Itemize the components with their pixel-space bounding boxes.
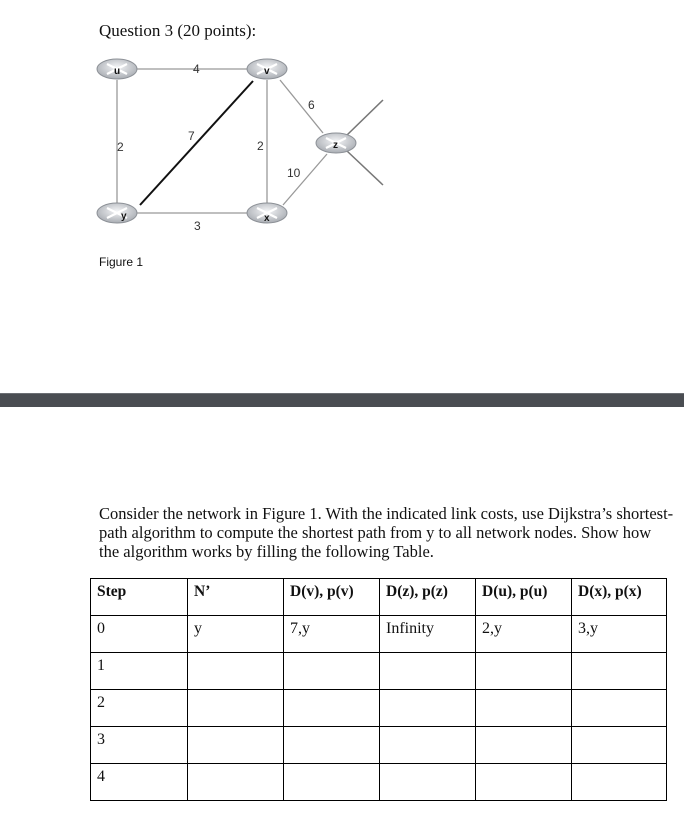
edge-label-u-v: 4 xyxy=(193,62,200,76)
table-header-row xyxy=(91,579,667,616)
cell-dv[interactable] xyxy=(284,690,380,727)
cell-du[interactable] xyxy=(476,727,572,764)
cell-step: 2 xyxy=(91,690,188,727)
cell-step: 0 xyxy=(91,616,188,653)
edge-v-y xyxy=(140,81,253,205)
cell-n-prime[interactable] xyxy=(188,653,284,690)
question-title: Question 3 (20 points): xyxy=(99,21,257,40)
cell-n-prime[interactable] xyxy=(188,727,284,764)
header-dx: D(x), p(x) xyxy=(572,579,667,616)
cell-du[interactable] xyxy=(476,690,572,727)
header-dz: D(z), p(z) xyxy=(380,579,476,616)
instructions-text: Consider the network in Figure 1. With the indicated link costs, use Dijkstra’s shortest-path algorithm to compute the shortest path from y to all network nodes. Show how the algorithm works by filling the following Table. xyxy=(99,504,674,561)
cell-dv[interactable] xyxy=(284,653,380,690)
table-row xyxy=(91,690,667,727)
edge-z-outgoing-2 xyxy=(347,151,383,185)
cell-dx[interactable] xyxy=(572,727,667,764)
router-y-icon xyxy=(97,203,137,223)
cell-n-prime[interactable] xyxy=(188,764,284,801)
cell-du[interactable] xyxy=(476,764,572,801)
edge-label-v-z: 6 xyxy=(308,98,315,112)
table-row xyxy=(91,727,667,764)
cell-step: 1 xyxy=(91,653,188,690)
router-x-label: x xyxy=(264,213,270,224)
router-y-label: y xyxy=(121,211,127,222)
header-step: Step xyxy=(91,579,188,616)
cell-dz[interactable] xyxy=(380,690,476,727)
edge-label-u-y: 2 xyxy=(117,140,124,154)
header-n-prime: N’ xyxy=(188,579,284,616)
router-v-label: v xyxy=(264,66,270,77)
cell-dv[interactable] xyxy=(284,727,380,764)
router-x-icon xyxy=(247,203,287,224)
table-row xyxy=(91,653,667,690)
header-du: D(u), p(u) xyxy=(476,579,572,616)
cell-dx[interactable]: 3,y xyxy=(572,616,667,653)
cell-du[interactable]: 2,y xyxy=(476,616,572,653)
router-v-icon xyxy=(247,59,287,79)
edge-label-v-x: 2 xyxy=(257,139,264,153)
header-dv: D(v), p(v) xyxy=(284,579,380,616)
edge-z-outgoing-1 xyxy=(347,100,383,135)
cell-dx[interactable] xyxy=(572,764,667,801)
cell-dz[interactable] xyxy=(380,727,476,764)
cell-n-prime[interactable] xyxy=(188,690,284,727)
cell-dz[interactable] xyxy=(380,764,476,801)
cell-du[interactable] xyxy=(476,653,572,690)
cell-step: 4 xyxy=(91,764,188,801)
cell-step: 3 xyxy=(91,727,188,764)
edge-label-y-x: 3 xyxy=(194,219,201,233)
cell-dv[interactable]: 7,y xyxy=(284,616,380,653)
cell-dz[interactable] xyxy=(380,653,476,690)
table-row xyxy=(91,764,667,801)
cell-dx[interactable] xyxy=(572,653,667,690)
table-row xyxy=(91,616,667,653)
router-z-label: z xyxy=(333,140,338,151)
network-figure xyxy=(95,55,395,245)
cell-dz[interactable]: Infinity xyxy=(380,616,476,653)
figure-caption: Figure 1 xyxy=(99,255,144,269)
dijkstra-table xyxy=(90,578,667,801)
cell-dx[interactable] xyxy=(572,690,667,727)
router-u-label: u xyxy=(114,66,121,77)
router-u-icon xyxy=(97,59,137,79)
edge-label-x-z: 10 xyxy=(287,166,301,180)
cell-n-prime[interactable]: y xyxy=(188,616,284,653)
cell-dv[interactable] xyxy=(284,764,380,801)
router-z-icon xyxy=(316,133,356,153)
edge-v-z xyxy=(280,80,323,133)
edge-label-v-y: 7 xyxy=(188,129,195,143)
divider-bar xyxy=(0,393,684,407)
